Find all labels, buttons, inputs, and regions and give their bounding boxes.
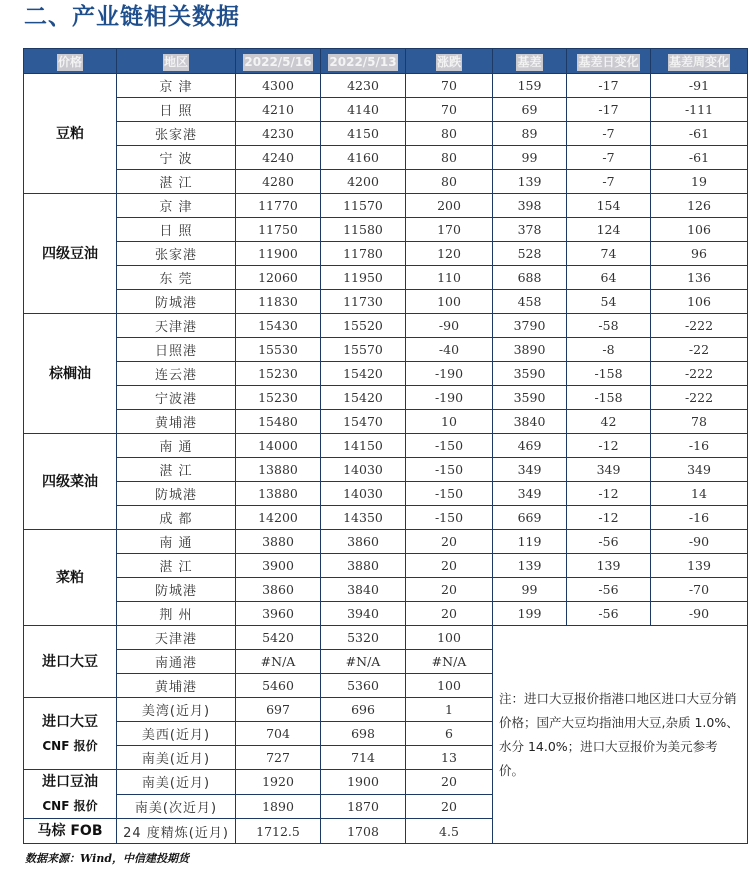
price-date-2-cell: 4160 (321, 146, 406, 170)
table-row (24, 242, 748, 266)
region-cell: 防城港 (117, 482, 236, 506)
basis-daily-change-cell: 64 (567, 266, 651, 290)
price-date-2-cell: 3840 (321, 578, 406, 602)
price-date-1-cell: 3960 (236, 602, 321, 626)
change-cell: -40 (406, 338, 493, 362)
price-date-1-cell: 3860 (236, 578, 321, 602)
region-cell: 防城港 (117, 290, 236, 314)
region-cell: 天津港 (117, 314, 236, 338)
change-cell: 170 (406, 218, 493, 242)
basis-cell: 139 (493, 554, 567, 578)
price-date-1-cell: 4240 (236, 146, 321, 170)
change-cell: 4.5 (406, 819, 493, 844)
price-date-1-cell: 14200 (236, 506, 321, 530)
basis-weekly-change-cell: -16 (651, 434, 748, 458)
basis-daily-change-cell: -12 (567, 506, 651, 530)
table-row (24, 482, 748, 506)
region-cell: 张家港 (117, 242, 236, 266)
basis-weekly-change-cell: 19 (651, 170, 748, 194)
price-date-1-cell: 727 (236, 746, 321, 770)
change-cell: 20 (406, 794, 493, 819)
table-row (24, 194, 748, 218)
basis-daily-change-cell: 154 (567, 194, 651, 218)
header-basis-daily-change: 基差日变化 (567, 49, 651, 74)
region-cell: 南 通 (117, 530, 236, 554)
region-cell: 荆 州 (117, 602, 236, 626)
change-cell: 70 (406, 74, 493, 98)
basis-cell: 69 (493, 98, 567, 122)
table-row (24, 602, 748, 626)
region-cell: 日 照 (117, 218, 236, 242)
price-date-1-cell: #N/A (236, 650, 321, 674)
basis-cell: 378 (493, 218, 567, 242)
price-date-2-cell: 11580 (321, 218, 406, 242)
region-cell: 南 通 (117, 434, 236, 458)
price-date-2-cell: #N/A (321, 650, 406, 674)
basis-weekly-change-cell: -61 (651, 146, 748, 170)
basis-weekly-change-cell: 78 (651, 410, 748, 434)
basis-cell: 99 (493, 578, 567, 602)
section-title: 二、产业链相关数据 (24, 4, 240, 30)
category-name: 进口大豆 (42, 653, 98, 670)
table-header-row (24, 49, 748, 74)
price-date-2-cell: 4230 (321, 74, 406, 98)
change-cell: -190 (406, 362, 493, 386)
header-basis: 基差 (493, 49, 567, 74)
basis-weekly-change-cell: -90 (651, 530, 748, 554)
price-date-2-cell: 14030 (321, 458, 406, 482)
change-cell: -150 (406, 506, 493, 530)
basis-cell: 3590 (493, 362, 567, 386)
header-date-1: 2022/5/16 (236, 49, 321, 74)
region-cell: 日 照 (117, 98, 236, 122)
basis-daily-change-cell: -56 (567, 578, 651, 602)
basis-daily-change-cell: -56 (567, 602, 651, 626)
region-cell: 宁 波 (117, 146, 236, 170)
category-cell: 豆粕 (24, 74, 117, 194)
price-date-2-cell: 11950 (321, 266, 406, 290)
price-date-2-cell: 14030 (321, 482, 406, 506)
basis-weekly-change-cell: -222 (651, 314, 748, 338)
price-date-1-cell: 11830 (236, 290, 321, 314)
basis-weekly-change-cell: 126 (651, 194, 748, 218)
basis-cell: 688 (493, 266, 567, 290)
category-cell (24, 819, 117, 844)
basis-daily-change-cell: 42 (567, 410, 651, 434)
basis-cell: 159 (493, 74, 567, 98)
price-date-1-cell: 13880 (236, 482, 321, 506)
price-date-1-cell: 15230 (236, 362, 321, 386)
change-cell: -150 (406, 434, 493, 458)
price-date-2-cell: 14350 (321, 506, 406, 530)
basis-daily-change-cell: -7 (567, 146, 651, 170)
industry-chain-data-table (23, 48, 748, 844)
basis-weekly-change-cell: -222 (651, 362, 748, 386)
price-date-1-cell: 704 (236, 722, 321, 746)
price-date-1-cell: 4230 (236, 122, 321, 146)
basis-cell: 3890 (493, 338, 567, 362)
price-date-2-cell: 15470 (321, 410, 406, 434)
category-name: 进口豆油 (42, 774, 98, 790)
basis-daily-change-cell: -17 (567, 74, 651, 98)
basis-cell: 349 (493, 458, 567, 482)
change-cell: 20 (406, 578, 493, 602)
price-date-1-cell: 12060 (236, 266, 321, 290)
basis-weekly-change-cell: 136 (651, 266, 748, 290)
price-date-2-cell: 11780 (321, 242, 406, 266)
change-cell: -90 (406, 314, 493, 338)
table-row (24, 74, 748, 98)
price-date-1-cell: 3900 (236, 554, 321, 578)
price-date-1-cell: 15430 (236, 314, 321, 338)
basis-daily-change-cell: 54 (567, 290, 651, 314)
price-date-2-cell: 15570 (321, 338, 406, 362)
price-date-2-cell: 15520 (321, 314, 406, 338)
price-date-1-cell: 15480 (236, 410, 321, 434)
basis-weekly-change-cell: -22 (651, 338, 748, 362)
price-date-2-cell: 4200 (321, 170, 406, 194)
table-row (24, 458, 748, 482)
price-date-1-cell: 1890 (236, 794, 321, 819)
change-cell: 100 (406, 674, 493, 698)
basis-cell: 3790 (493, 314, 567, 338)
price-date-1-cell: 11770 (236, 194, 321, 218)
basis-daily-change-cell: -158 (567, 362, 651, 386)
price-date-1-cell: 4280 (236, 170, 321, 194)
category-subtitle: CNF 报价 (42, 799, 98, 813)
change-cell: 80 (406, 122, 493, 146)
price-date-2-cell: 1708 (321, 819, 406, 844)
price-date-1-cell: 11900 (236, 242, 321, 266)
basis-weekly-change-cell: 14 (651, 482, 748, 506)
table-row (24, 98, 748, 122)
basis-daily-change-cell: -12 (567, 482, 651, 506)
change-cell: 20 (406, 554, 493, 578)
change-cell: 80 (406, 170, 493, 194)
price-date-2-cell: 15420 (321, 362, 406, 386)
change-cell: -150 (406, 482, 493, 506)
basis-daily-change-cell: -58 (567, 314, 651, 338)
change-cell: 20 (406, 770, 493, 795)
basis-cell: 3590 (493, 386, 567, 410)
price-date-2-cell: 714 (321, 746, 406, 770)
region-cell: 张家港 (117, 122, 236, 146)
price-date-2-cell: 1870 (321, 794, 406, 819)
basis-daily-change-cell: 139 (567, 554, 651, 578)
price-date-1-cell: 4300 (236, 74, 321, 98)
basis-weekly-change-cell: 139 (651, 554, 748, 578)
table-row (24, 122, 748, 146)
table-row (24, 578, 748, 602)
basis-cell: 528 (493, 242, 567, 266)
basis-daily-change-cell: -8 (567, 338, 651, 362)
price-date-1-cell: 5420 (236, 626, 321, 650)
price-date-1-cell: 3880 (236, 530, 321, 554)
basis-cell: 458 (493, 290, 567, 314)
region-cell: 黄埔港 (117, 674, 236, 698)
price-date-1-cell: 15230 (236, 386, 321, 410)
header-region: 地区 (117, 49, 236, 74)
table-row (24, 434, 748, 458)
header-change: 涨跌 (406, 49, 493, 74)
change-cell: 20 (406, 530, 493, 554)
basis-daily-change-cell: -12 (567, 434, 651, 458)
region-cell: 防城港 (117, 578, 236, 602)
price-date-1-cell: 11750 (236, 218, 321, 242)
basis-daily-change-cell: 349 (567, 458, 651, 482)
price-date-2-cell: 698 (321, 722, 406, 746)
price-date-1-cell: 1920 (236, 770, 321, 795)
change-cell: 100 (406, 626, 493, 650)
region-cell: 24 度精炼(近月) (117, 819, 236, 844)
basis-weekly-change-cell: 106 (651, 290, 748, 314)
basis-cell: 349 (493, 482, 567, 506)
basis-cell: 469 (493, 434, 567, 458)
table-row (24, 170, 748, 194)
category-cell: 四级菜油 (24, 434, 117, 530)
category-cell (24, 698, 117, 770)
basis-cell: 89 (493, 122, 567, 146)
category-name: 马棕 FOB (37, 823, 103, 839)
region-cell: 南美(近月) (117, 746, 236, 770)
region-cell: 湛 江 (117, 458, 236, 482)
header-price: 价格 (24, 49, 117, 74)
region-cell: 南美(次近月) (117, 794, 236, 819)
region-cell: 宁波港 (117, 386, 236, 410)
category-subtitle: CNF 报价 (42, 738, 98, 753)
change-cell: 100 (406, 290, 493, 314)
region-cell: 京 津 (117, 74, 236, 98)
table-row (24, 530, 748, 554)
table-row (24, 386, 748, 410)
category-cell: 菜粕 (24, 530, 117, 626)
price-date-1-cell: 14000 (236, 434, 321, 458)
price-date-2-cell: 11570 (321, 194, 406, 218)
basis-weekly-change-cell: -90 (651, 602, 748, 626)
change-cell: 200 (406, 194, 493, 218)
basis-cell: 669 (493, 506, 567, 530)
price-date-1-cell: 697 (236, 698, 321, 722)
table-row (24, 266, 748, 290)
price-date-2-cell: 3860 (321, 530, 406, 554)
price-date-2-cell: 3880 (321, 554, 406, 578)
price-date-1-cell: 5460 (236, 674, 321, 698)
category-cell (24, 626, 117, 698)
category-cell: 棕榈油 (24, 314, 117, 434)
basis-cell: 139 (493, 170, 567, 194)
region-cell: 南通港 (117, 650, 236, 674)
basis-cell: 199 (493, 602, 567, 626)
region-cell: 成 都 (117, 506, 236, 530)
basis-cell: 3840 (493, 410, 567, 434)
basis-daily-change-cell: -7 (567, 170, 651, 194)
change-cell: 20 (406, 602, 493, 626)
region-cell: 天津港 (117, 626, 236, 650)
change-cell: -190 (406, 386, 493, 410)
basis-cell: 99 (493, 146, 567, 170)
change-cell: 13 (406, 746, 493, 770)
price-date-1-cell: 15530 (236, 338, 321, 362)
price-date-2-cell: 3940 (321, 602, 406, 626)
table-row (24, 362, 748, 386)
basis-weekly-change-cell: -222 (651, 386, 748, 410)
basis-daily-change-cell: -7 (567, 122, 651, 146)
change-cell: #N/A (406, 650, 493, 674)
region-cell: 连云港 (117, 362, 236, 386)
price-date-1-cell: 13880 (236, 458, 321, 482)
basis-cell: 398 (493, 194, 567, 218)
region-cell: 湛 江 (117, 170, 236, 194)
category-name: 进口大豆 (42, 713, 98, 730)
change-cell: 10 (406, 410, 493, 434)
header-date-2: 2022/5/13 (321, 49, 406, 74)
region-cell: 京 津 (117, 194, 236, 218)
price-date-2-cell: 14150 (321, 434, 406, 458)
change-cell: 1 (406, 698, 493, 722)
basis-weekly-change-cell: -61 (651, 122, 748, 146)
price-date-2-cell: 11730 (321, 290, 406, 314)
price-date-2-cell: 696 (321, 698, 406, 722)
region-cell: 美湾(近月) (117, 698, 236, 722)
basis-daily-change-cell: -56 (567, 530, 651, 554)
category-cell (24, 770, 117, 819)
basis-weekly-change-cell: 96 (651, 242, 748, 266)
price-date-2-cell: 4140 (321, 98, 406, 122)
basis-weekly-change-cell: -111 (651, 98, 748, 122)
table-row (24, 338, 748, 362)
price-date-2-cell: 1900 (321, 770, 406, 795)
change-cell: 80 (406, 146, 493, 170)
table-row (24, 410, 748, 434)
change-cell: 120 (406, 242, 493, 266)
change-cell: 110 (406, 266, 493, 290)
basis-daily-change-cell: -158 (567, 386, 651, 410)
change-cell: 6 (406, 722, 493, 746)
region-cell: 湛 江 (117, 554, 236, 578)
category-cell: 四级豆油 (24, 194, 117, 314)
region-cell: 日照港 (117, 338, 236, 362)
basis-weekly-change-cell: -16 (651, 506, 748, 530)
change-cell: 70 (406, 98, 493, 122)
price-date-2-cell: 4150 (321, 122, 406, 146)
note-cell: 注：进口大豆报价指港口地区进口大豆分销价格；国产大豆均指油用大豆,杂质 1.0%、水分 14.0%；进口大豆报价为美元参考价。 (493, 626, 748, 844)
table-row (24, 554, 748, 578)
table-row (24, 290, 748, 314)
price-date-1-cell: 1712.5 (236, 819, 321, 844)
price-date-1-cell: 4210 (236, 98, 321, 122)
header-basis-weekly-change: 基差周变化 (651, 49, 748, 74)
table-row (24, 626, 748, 650)
basis-weekly-change-cell: 349 (651, 458, 748, 482)
table-row (24, 218, 748, 242)
basis-daily-change-cell: 124 (567, 218, 651, 242)
table-body (24, 74, 748, 844)
data-source: 数据来源：Wind，中信建投期货 (25, 852, 190, 865)
basis-weekly-change-cell: -91 (651, 74, 748, 98)
basis-weekly-change-cell: 106 (651, 218, 748, 242)
table-row (24, 314, 748, 338)
price-date-2-cell: 15420 (321, 386, 406, 410)
price-date-2-cell: 5360 (321, 674, 406, 698)
region-cell: 黄埔港 (117, 410, 236, 434)
basis-cell: 119 (493, 530, 567, 554)
region-cell: 美西(近月) (117, 722, 236, 746)
table-row (24, 146, 748, 170)
region-cell: 南美(近月) (117, 770, 236, 795)
basis-weekly-change-cell: -70 (651, 578, 748, 602)
change-cell: -150 (406, 458, 493, 482)
basis-daily-change-cell: 74 (567, 242, 651, 266)
region-cell: 东 莞 (117, 266, 236, 290)
table-row (24, 506, 748, 530)
price-date-2-cell: 5320 (321, 626, 406, 650)
basis-daily-change-cell: -17 (567, 98, 651, 122)
